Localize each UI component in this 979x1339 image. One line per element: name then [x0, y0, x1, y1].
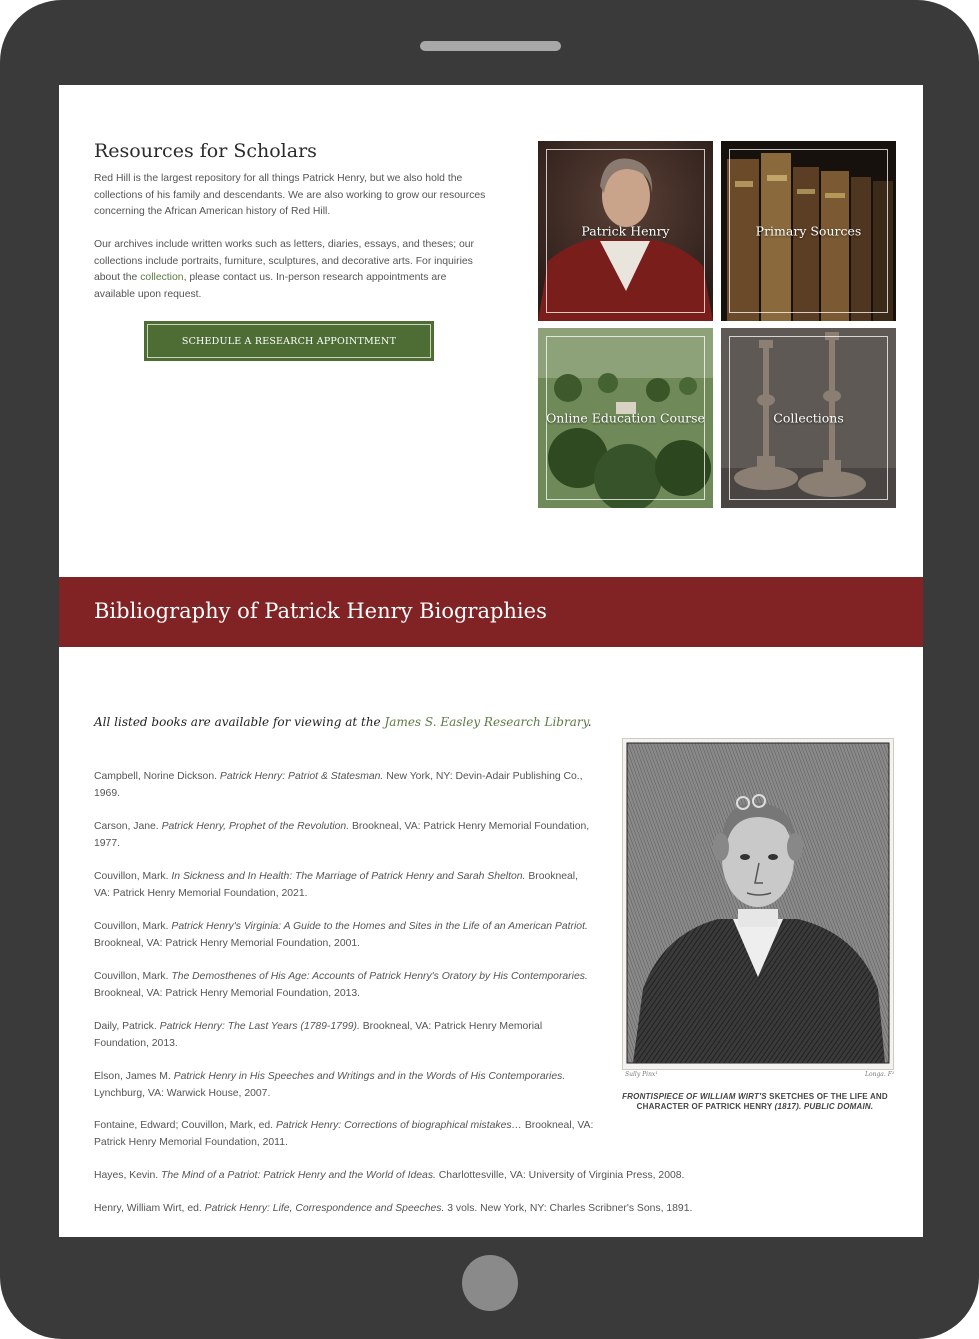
bib-publication: Brookneal, VA: Patrick Henry Memorial Foundation, 2011. [94, 1120, 594, 1148]
bib-title: Patrick Henry: Life, Correspondence and Speeches. [204, 1203, 445, 1214]
resources-title: Resources for Scholars [94, 140, 317, 162]
caption-part-c: (1817). [774, 1102, 802, 1111]
bib-entry [94, 869, 594, 902]
easley-library-link[interactable]: James S. Easley Research Library [384, 715, 588, 729]
bib-author: Carson, Jane. [94, 821, 162, 832]
engraver-credit-right: Longa. F¹ [865, 1071, 895, 1078]
caption-part-d: PUBLIC DOMAIN. [801, 1102, 874, 1111]
bibliography-heading: Bibliography of Patrick Henry Biographies [94, 599, 547, 623]
bib-publication: Brookneal, VA: Patrick Henry Memorial Foundation, 2013. [94, 987, 361, 999]
bib-publication: Brookneal, VA: Patrick Henry Memorial Foundation, 1977. [94, 821, 590, 849]
tablet-home-button[interactable] [462, 1255, 518, 1311]
bib-entry [94, 819, 594, 852]
bib-entry [94, 919, 594, 952]
availability-text-a: All listed books are available for viewing at the [94, 715, 385, 729]
bib-title: The Mind of a Patriot: Patrick Henry and the World of Ideas. [161, 1170, 436, 1181]
availability-note [94, 715, 592, 729]
tile-label: Patrick Henry [581, 223, 670, 239]
tile-collections[interactable] [721, 328, 896, 508]
bib-entry [94, 1168, 774, 1185]
resources-paragraph-2 [94, 237, 486, 303]
bibliography-banner [59, 577, 923, 647]
portrait-caption [607, 1092, 903, 1112]
tile-label: Primary Sources [755, 223, 862, 239]
bib-entry [94, 769, 594, 802]
bib-entry [94, 1069, 594, 1102]
collection-link[interactable]: collection [140, 272, 184, 283]
tile-label: Online Education Course [546, 410, 705, 426]
bib-publication: 3 vols. New York, NY: Charles Scribner's Sons, 1891. [444, 1203, 693, 1214]
bib-title: Patrick Henry in His Speeches and Writings and in the Words of His Contemporaries. [173, 1071, 566, 1082]
bib-author: Fontaine, Edward; Couvillon, Mark, ed. [94, 1120, 276, 1131]
bib-entry [94, 1019, 594, 1052]
bib-title: The Demosthenes of His Age: Accounts of Patrick Henry's Oratory by His Contemporaries. [171, 971, 588, 982]
bib-title: Patrick Henry: The Last Years (1789-1799). [159, 1021, 360, 1032]
bib-author: Hayes, Kevin. [94, 1170, 161, 1181]
bib-title: Patrick Henry, Prophet of the Revolution. [161, 821, 350, 832]
page-screen [59, 85, 923, 1237]
schedule-appointment-button[interactable] [144, 321, 434, 361]
bib-title: Patrick Henry: Patriot & Statesman. [219, 771, 384, 782]
engraving-figure [622, 738, 894, 1070]
bib-author: Henry, William Wirt, ed. [94, 1203, 205, 1214]
bib-entry [94, 1201, 774, 1218]
availability-text-b: . [587, 715, 592, 729]
resources-paragraph-2-text-a: Our archives include written works such as letters, diaries, essays, and theses; our collections include portraits, furniture, sculptures, and decorative arts. For inquiries about the [94, 239, 474, 283]
resources-paragraph-2-text-b: , please contact us. In-person research appointments are available upon request. [94, 272, 447, 300]
schedule-appointment-label: SCHEDULE A RESEARCH APPOINTMENT [147, 324, 431, 358]
tile-primary-sources[interactable] [721, 141, 896, 321]
bib-publication: Brookneal, VA: Patrick Henry Memorial Foundation, 2001. [94, 937, 361, 949]
bib-publication: New York, NY: Devin-Adair Publishing Co., 1969. [94, 771, 583, 799]
tile-label: Collections [773, 410, 844, 426]
bib-author: Elson, James M. [94, 1071, 174, 1082]
tablet-speaker [420, 41, 561, 51]
resources-paragraph-1: Red Hill is the largest repository for all things Patrick Henry, but we also hold the collections of his family and descendants. We are also working to grow our resources concerning the African American history of Red Hill. [94, 173, 486, 217]
tile-patrick-henry[interactable] [538, 141, 713, 321]
bib-author: Couvillon, Mark. [94, 971, 172, 982]
bib-author: Couvillon, Mark. [94, 871, 172, 882]
bib-title: In Sickness and In Health: The Marriage of Patrick Henry and Sarah Shelton. [171, 871, 526, 882]
bib-title: Patrick Henry's Virginia: A Guide to the Homes and Sites in the Life of an American Patriot. [171, 921, 588, 932]
caption-part-a: FRONTISPIECE OF WILLIAM WIRT'S [622, 1092, 767, 1101]
caption-part-b: SKETCHES OF THE LIFE AND CHARACTER OF PATRICK HENRY [636, 1092, 888, 1111]
bib-publication: Brookneal, VA: Patrick Henry Memorial Foundation, 2021. [94, 871, 578, 899]
tile-online-education-course[interactable] [538, 328, 713, 508]
bib-title: Patrick Henry: Corrections of biographical mistakes… [275, 1120, 522, 1131]
bib-publication: Brookneal, VA: Patrick Henry Memorial Foundation, 2013. [94, 1021, 543, 1049]
bib-entry [94, 969, 594, 1002]
bib-author: Campbell, Norine Dickson. [94, 771, 220, 782]
patrick-henry-engraving-image [623, 739, 893, 1069]
bib-author: Daily, Patrick. [94, 1021, 160, 1032]
engraver-credit-left: Sully Pinx¹ [625, 1071, 658, 1078]
bib-author: Couvillon, Mark. [94, 921, 172, 932]
bib-entry [94, 1118, 594, 1151]
bib-publication: Lynchburg, VA: Warwick House, 2007. [94, 1087, 271, 1099]
bib-publication: Charlottesville, VA: University of Virginia Press, 2008. [435, 1170, 685, 1181]
